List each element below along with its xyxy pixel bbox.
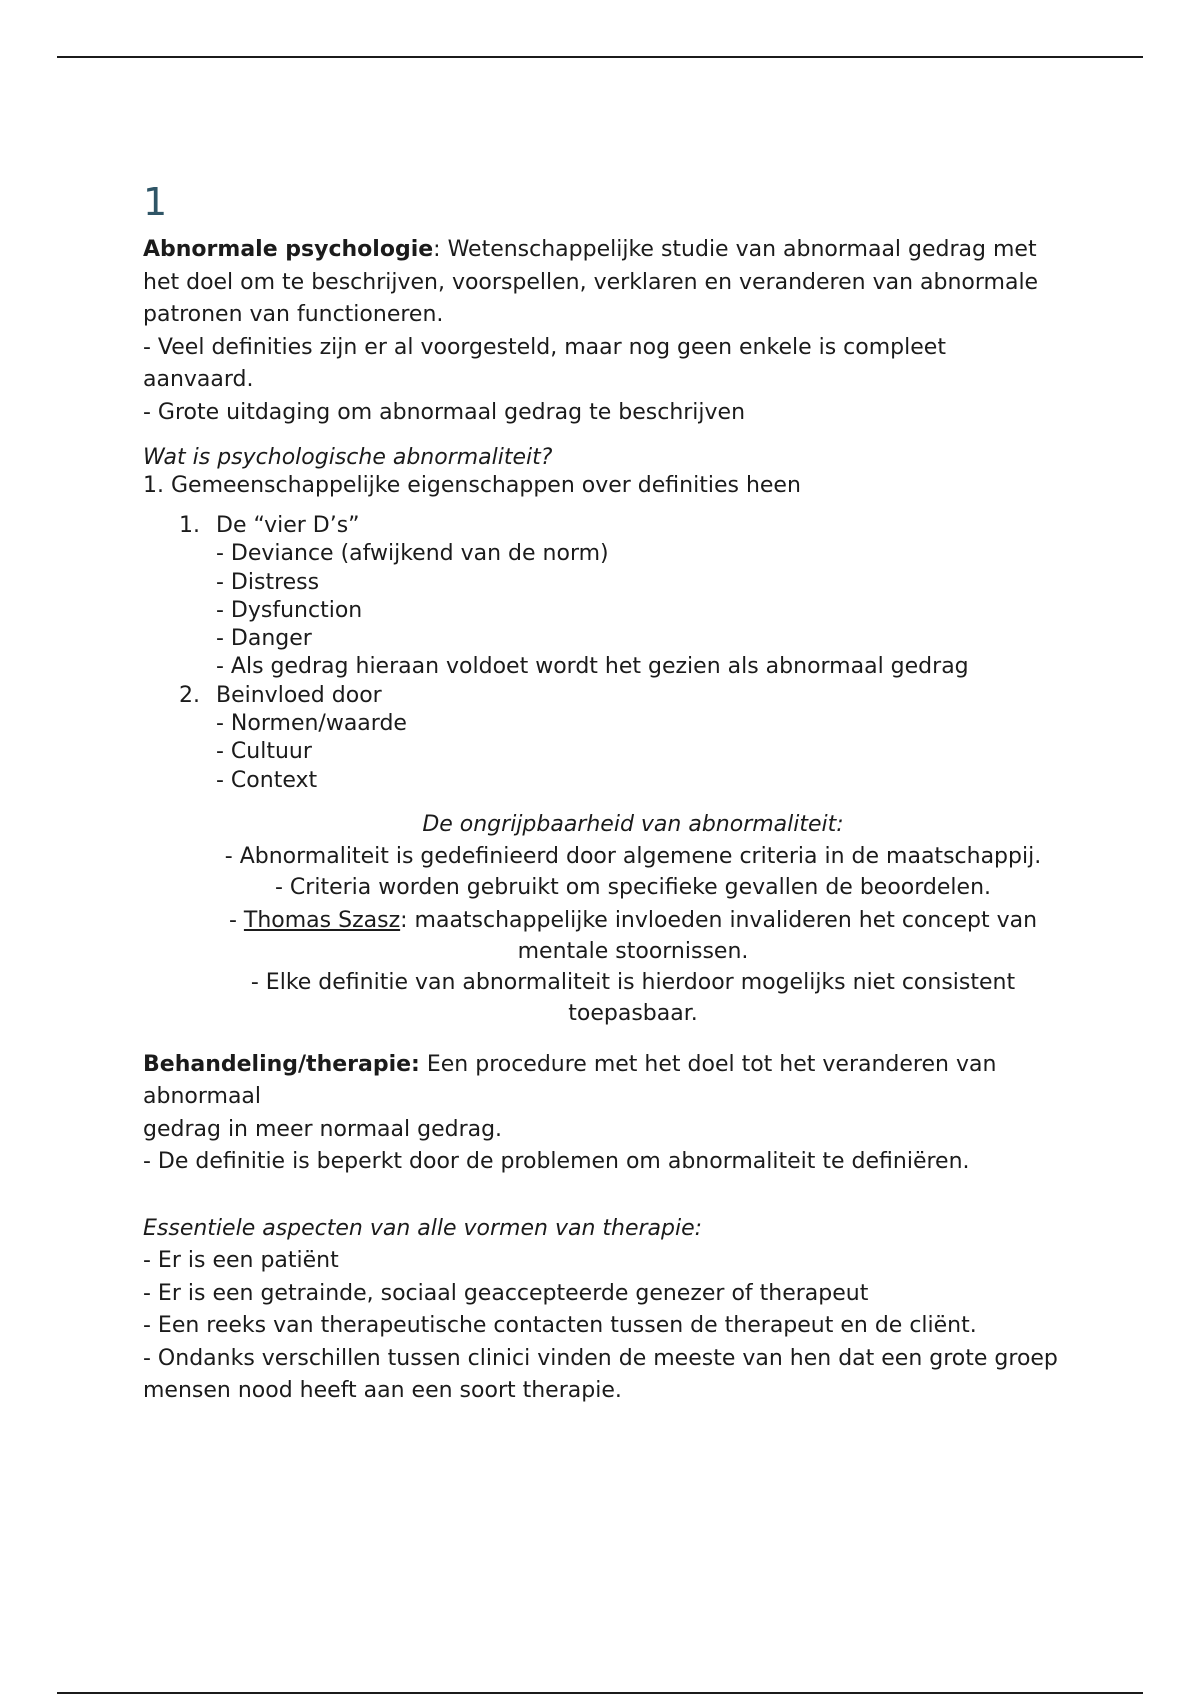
elusive-line: - Elke definitie van abnormaliteit is hierdoor mogelijks niet consistent toepasbaar.	[250, 969, 1016, 1026]
list-number: 2.	[179, 682, 200, 708]
intro-definition-text: : Wetenschappelijke studie van abnormaal gedrag met het doel om te beschrijven, voorspellen, verklaren en veranderen van abnormale patronen van functioneren.	[143, 237, 1039, 327]
essentials-bullet: - Er is een patiënt	[143, 1248, 339, 1274]
top-rule	[57, 56, 1143, 58]
treatment-note: - De definitie is beperkt door de problemen om abnormaliteit te definiëren.	[143, 1149, 970, 1175]
treatment-definition-cont: gedrag in meer normaal gedrag.	[143, 1116, 503, 1142]
essentials-bullet: - Er is een getrainde, sociaal geaccepteerde genezer of therapeut	[143, 1280, 869, 1306]
document-body	[143, 180, 1063, 1408]
elusive-line: - Criteria worden gebruikt om specifieke gevallen de beoordelen.	[275, 875, 991, 901]
essentials-bullet: - Een reeks van therapeutische contacten tussen de therapeut en de cliënt.	[143, 1313, 977, 1339]
bottom-rule	[57, 1692, 1143, 1694]
intro-bullet: - Grote uitdaging om abnormaal gedrag te beschrijven	[143, 399, 746, 425]
list-sub-item: - Context	[216, 767, 318, 793]
intro-definition	[143, 234, 1063, 332]
elusive-line-rest: : maatschappelijke invloeden invalideren het concept van mentale stoornissen.	[400, 907, 1038, 964]
intro-term: Abnormale psychologie	[143, 237, 434, 262]
essentials-bullet: - Ondanks verschillen tussen clinici vinden de meeste van hen dat een grote groep mensen nood heeft aan een soort therapie.	[143, 1345, 1058, 1404]
list-sub-item: - Normen/waarde	[216, 711, 407, 737]
list-sub-item: - Cultuur	[216, 739, 312, 765]
treatment-term: Behandeling/therapie:	[143, 1051, 420, 1077]
essentials-title: Essentiele aspecten van alle vormen van therapie:	[143, 1215, 703, 1241]
elusive-line: - Abnormaliteit is gedefinieerd door algemene criteria in de maatschappij.	[224, 844, 1042, 870]
list-title: De “vier D’s”	[216, 513, 360, 538]
what-is-point: 1. Gemeenschappelijke eigenschappen over definities heen	[143, 473, 801, 498]
list-sub-item: - Danger	[216, 626, 312, 652]
intro-bullet: - Veel definities zijn er al voorgesteld, maar nog geen enkele is compleet aanvaard.	[143, 334, 946, 392]
elusive-section	[143, 809, 1063, 1029]
thomas-szasz-name: Thomas Szasz	[243, 907, 401, 933]
definition-criteria-list	[143, 512, 1063, 795]
page-heading: 1	[143, 180, 168, 224]
elusive-line-prefix: -	[228, 907, 244, 933]
list-item	[143, 512, 1063, 682]
list-sub-item: - Deviance (afwijkend van de norm)	[216, 541, 609, 567]
list-sub-item: - Dysfunction	[216, 597, 363, 623]
treatment-definition	[143, 1049, 1063, 1114]
elusive-title: De ongrijpbaarheid van abnormaliteit:	[422, 811, 844, 837]
list-sub-item: - Als gedrag hieraan voldoet wordt het gezien als abnormaal gedrag	[216, 654, 969, 680]
list-title: Beinvloed door	[216, 682, 382, 708]
elusive-line	[203, 905, 1063, 967]
list-sub-item: - Distress	[216, 569, 320, 595]
list-number: 1.	[179, 513, 200, 538]
list-item	[143, 682, 1063, 795]
what-is-question: Wat is psychologische abnormaliteit?	[143, 445, 553, 470]
treatment-definition-text: Een procedure met het doel tot het veranderen van abnormaal	[143, 1051, 997, 1110]
